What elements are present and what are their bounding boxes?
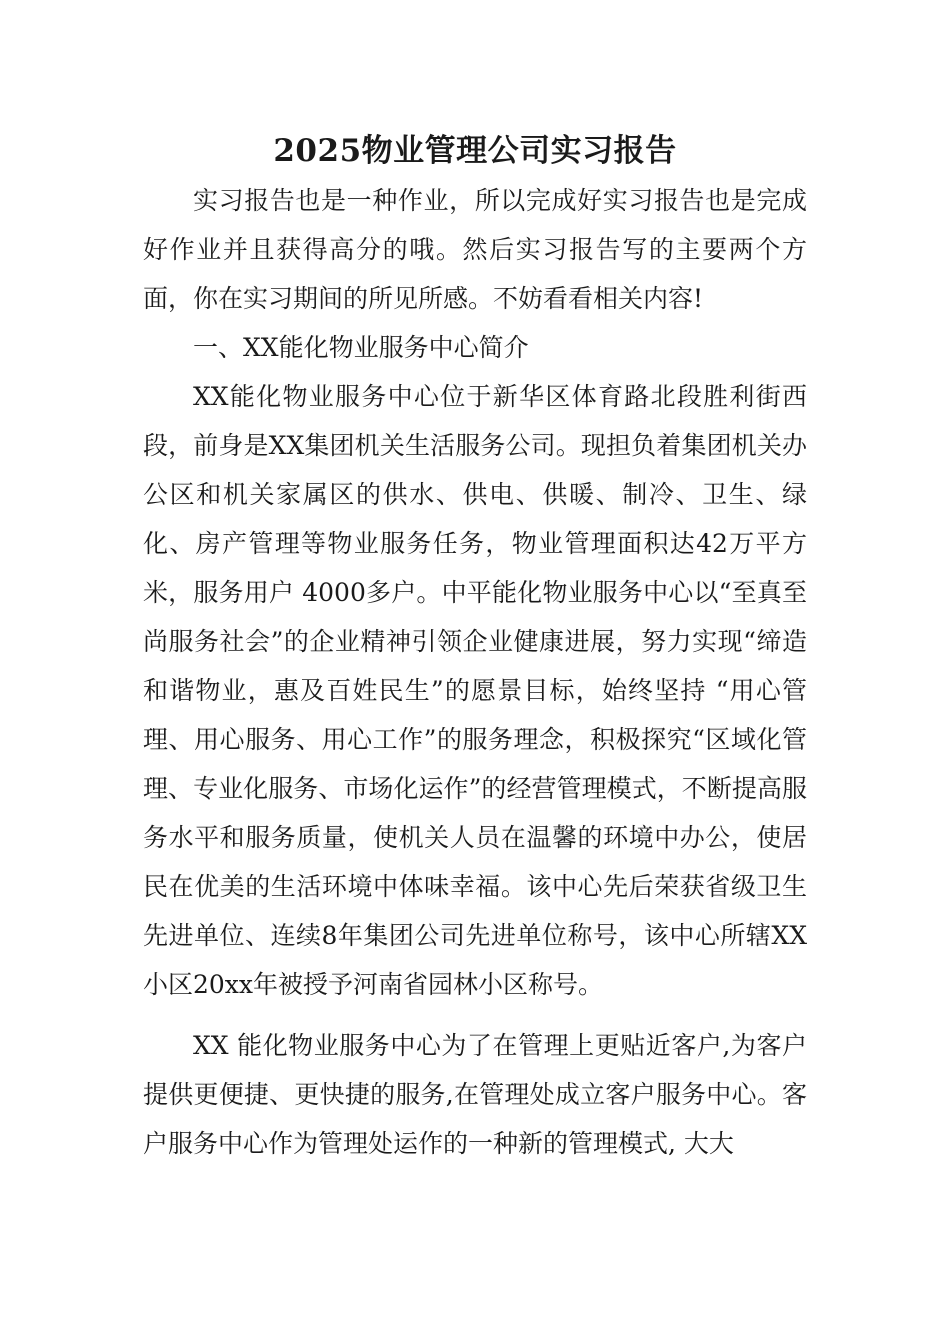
- body-paragraph: XX能化物业服务中心位于新华区体育路北段胜利街西段，前身是XX集团机关生活服务公司。现担负着集团机关办公区和机关家属区的供水、供电、供暖、制冷、卫生、绿化、房产管理等物业服务任务，物业管理面积达42万平方米，服务用户 4000多户。中平能化物业服务中心以“至真至尚服务社会”的企业精神引领企业健康进展，努力实现“缔造和谐物业，惠及百姓民生”的愿景目标，始终坚持 “用心管理、用心服务、用心工作”的服务理念，积极探究“区域化管理、专业化服务、市场化运作”的经营管理模式，不断提高服务水平和服务质量，使机关人员在温馨的环境中办公，使居民在优美的生活环境中体味幸福。该中心先后荣获省级卫生先进单位、连续8年集团公司先进单位称号，该中心所辖XX小区20xx年被授予河南省园林小区称号。: [143, 382, 807, 999]
- document-title: 2025物业管理公司实习报告: [273, 133, 677, 169]
- section-heading: 一、XX能化物业服务中心简介: [193, 333, 529, 362]
- body-paragraph: XX 能化物业服务中心为了在管理上更贴近客户,为客户提供更便捷、更快捷的服务,在管理处成立客户服务中心。客户服务中心作为管理处运作的一种新的管理模式, 大大: [143, 1031, 807, 1158]
- document-page: [143, 126, 807, 1168]
- intro-paragraph: 实习报告也是一种作业，所以完成好实习报告也是完成好作业并且获得高分的哦。然后实习报告写的主要两个方面，你在实习期间的所见所感。不妨看看相关内容!: [143, 186, 807, 313]
